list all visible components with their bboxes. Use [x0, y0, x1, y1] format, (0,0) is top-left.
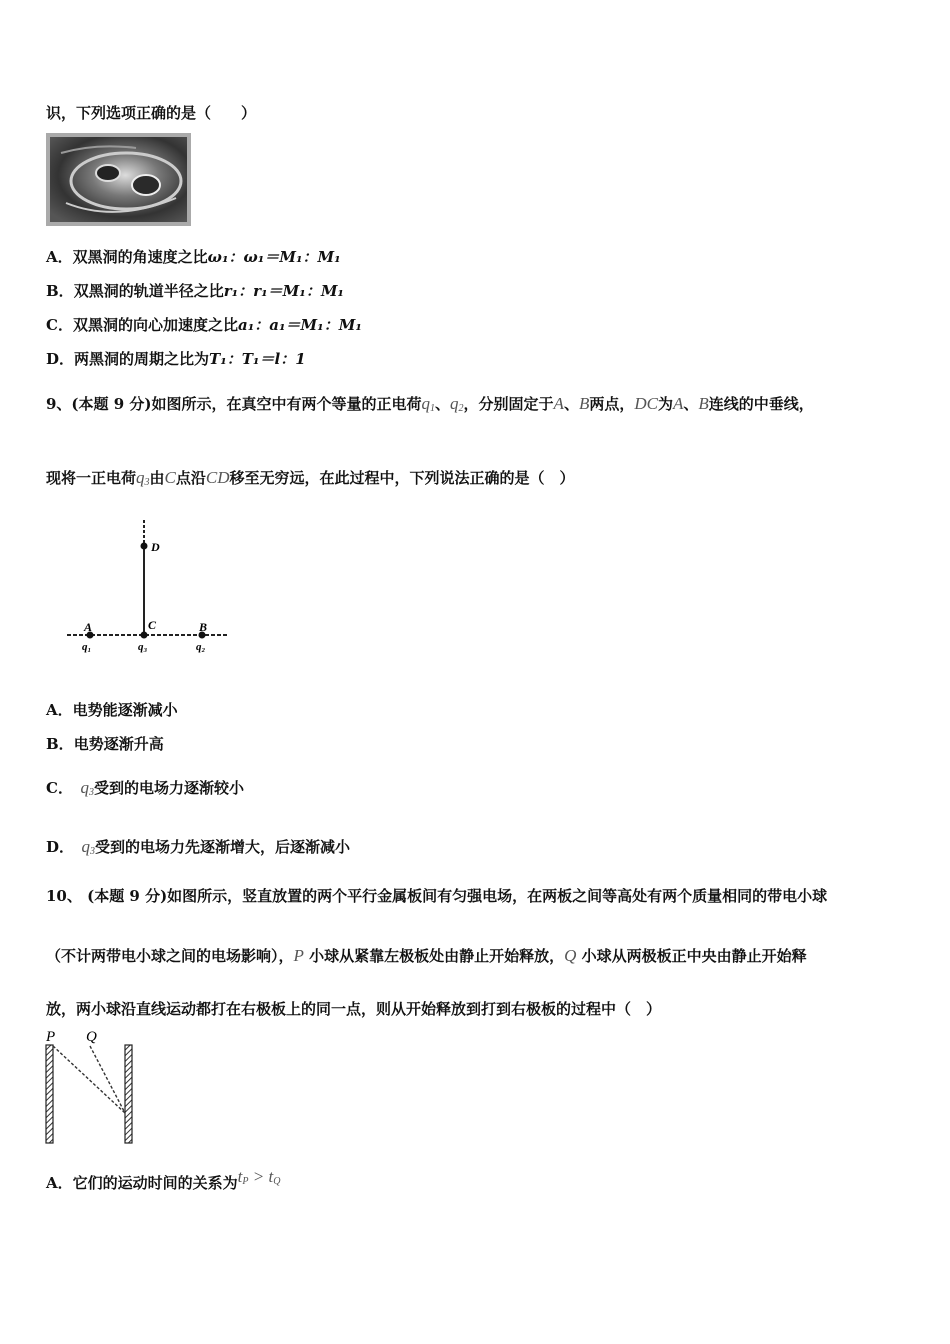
q9-stem-line1: 9、(本题 9 分)如图所示，在真空中有两个等量的正电荷$q_1$、$q_2$，分别固定于A、B两点，DC为A、B连线的中垂线，	[46, 394, 814, 414]
q10-stem-line1: 10、 (本题 9 分)如图所示，竖直放置的两个平行金属板间有匀强电场，在两板之间等高处有两个质量相同的带电小球	[46, 887, 828, 905]
q9-charge-figure	[62, 515, 242, 655]
label-a: A	[84, 620, 93, 634]
path-p	[53, 1046, 125, 1113]
label-q3: q₃	[138, 641, 148, 653]
q8-option-a: A．双黑洞的角速度之比ω₁：ω₁＝M₁：M₁	[46, 248, 341, 266]
label-d: D	[151, 540, 160, 554]
label-c: C	[148, 618, 157, 632]
q9-stem-line2: 现将一正电荷$q_3$由C点沿CD移至无穷远，在此过程中，下列说法正确的是（ ）	[46, 468, 575, 488]
path-q	[90, 1046, 125, 1113]
point-c	[141, 632, 148, 639]
right-plate	[125, 1045, 132, 1143]
label-p: P	[46, 1029, 56, 1045]
q8-option-c: C．双黑洞的向心加速度之比a₁：a₁＝M₁：M₁	[46, 316, 362, 334]
q8-option-b: B．双黑洞的轨道半径之比r₁：r₁＝M₁：M₁	[46, 282, 344, 300]
black-hole-photo	[46, 133, 191, 226]
q9-option-c: C． $q_3$受到的电场力逐渐较小	[46, 778, 244, 798]
q9-option-d: D． $q_3$受到的电场力先逐渐增大，后逐渐减小	[46, 837, 351, 857]
q9-option-b: B．电势逐渐升高	[46, 735, 164, 753]
label-q2: q₂	[196, 641, 206, 653]
q10-stem-line2: （不计两带电小球之间的电场影响），P 小球从紧靠左极板处由静止开始释放，Q 小球从两极板正中央由静止开始释	[46, 946, 807, 965]
label-b: B	[199, 620, 208, 634]
q10-stem-line3: 放，两小球沿直线运动都打在右极板上的同一点，则从开始释放到打到右极板的过程中（ ）	[46, 1000, 662, 1018]
q9-option-a: A．电势能逐渐减小	[46, 701, 178, 719]
q8-option-d: D．两黑洞的周期之比为T₁：T₁＝l：1	[46, 350, 306, 368]
q10-option-a: A．它们的运动时间的关系为$t_P > t_Q$	[46, 1167, 281, 1192]
label-q1: q₁	[82, 641, 92, 653]
point-d	[141, 543, 148, 550]
q8-stem-tail: 识，下列选项正确的是（ ）	[46, 104, 257, 122]
left-plate	[46, 1045, 53, 1143]
q10-plates-figure	[42, 1025, 142, 1147]
label-q: Q	[86, 1029, 97, 1045]
